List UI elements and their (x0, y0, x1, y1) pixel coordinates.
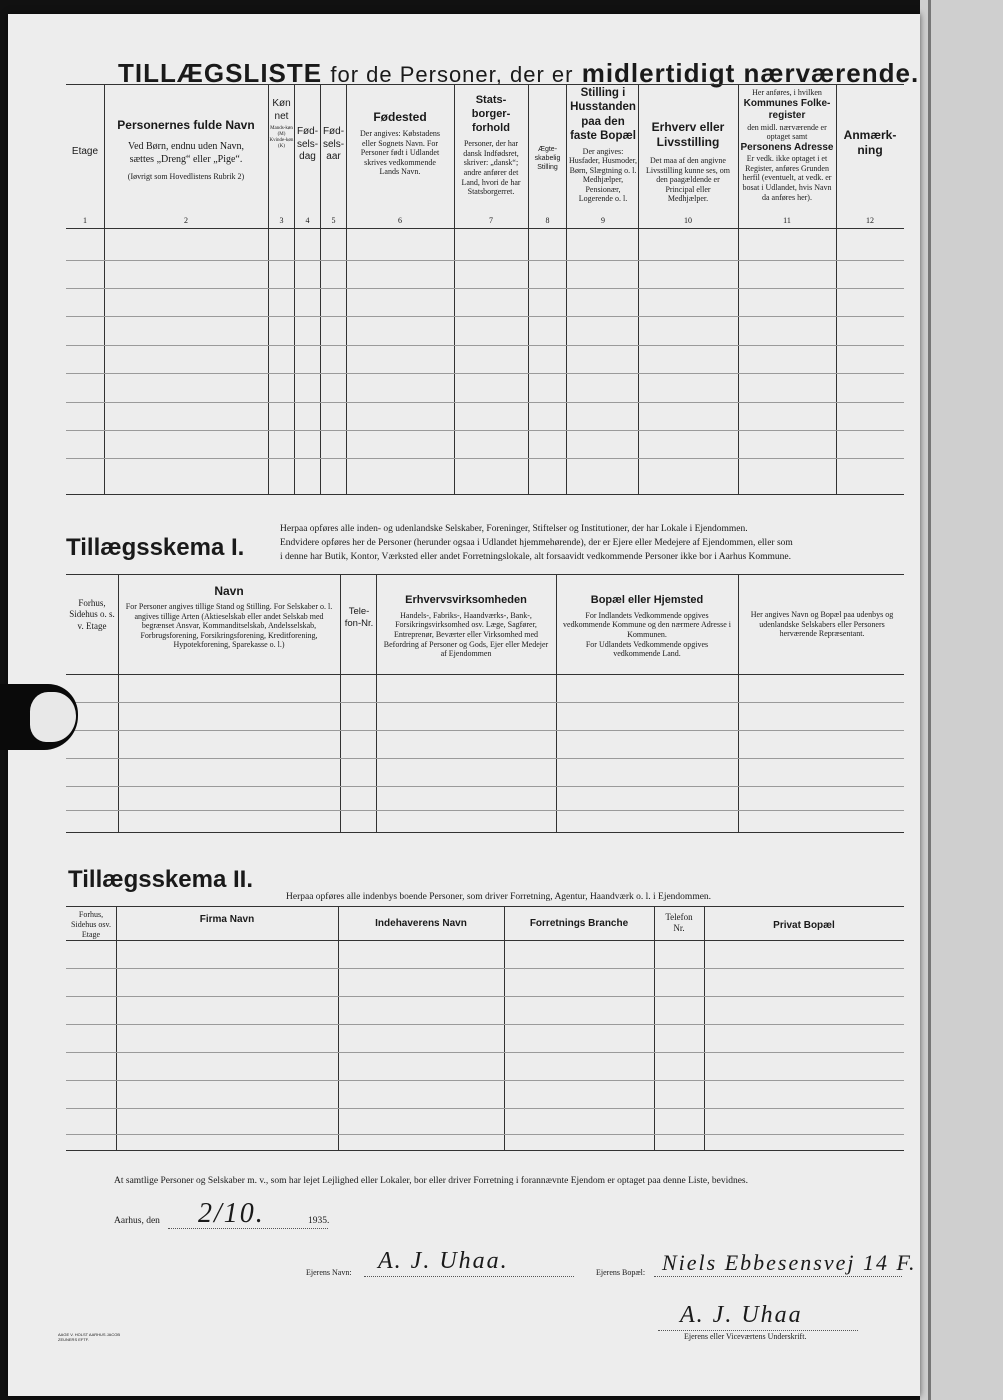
schema-2-col-floor: Forhus, Sidehus osv. Etage (71, 910, 111, 939)
schema-2-col-branch: Forretnings Branche (529, 918, 629, 929)
col-citizenship-header: Stats-borger-forhold Personer, der har dansk Indfødsret, skriver: „dansk“; andre anfører det Land, hvori de har Statsborgerret. (461, 94, 521, 197)
handwritten-owner-address: Niels Ebbesensvej 14 F. (662, 1250, 917, 1275)
col-number: 3 (279, 216, 284, 225)
col-birthyear-header: Fød-sels-aar (322, 126, 345, 162)
col-number: 9 (601, 216, 605, 225)
col-birthday-header: Fød-sels-dag (296, 126, 319, 162)
signature-label: Ejerens eller Viceværtens Underskrift. (684, 1332, 807, 1341)
schema-1-col-phone: Tele-fon-Nr. (344, 606, 374, 629)
thumb-holding-page (0, 684, 78, 750)
schema-2-col-owner: Indehaverens Navn (375, 918, 467, 929)
place-label: Aarhus, den (114, 1216, 160, 1226)
col-birthplace-header: Fødested Der angives: Købstadens eller Sognets Navn. For Personer født i Udlandet skrives vedkommende Lands Navn. (360, 110, 440, 177)
handwritten-owner-name: A. J. Uhaa. (378, 1248, 509, 1274)
col-fullname-header: Personernes fulde Navn Ved Børn, endnu uden Navn, sættes „Dreng“ eller „Pige“. (Iøvrigt som Hovedlistens Rubrik 2) (117, 118, 255, 181)
printer-imprint: AAGE V. HOLST AARHUS JACOB ZEUNERS EFTF. (58, 1332, 121, 1342)
schema-1-col-name: Navn For Personer angives tillige Stand og Stilling. For Selskaber o. l. angives tillige Arten (Aktieselskab eller andet Selskab med begrænset Ansvar, Kommanditselskab, Andelsselskab, Forbrugsforening, Forsikringsforening, Kreditforening, Hypotekforening, Sparekasse o. l.) (125, 584, 333, 650)
schema-2-heading: Tillægsskema II. (68, 866, 253, 893)
col-remarks-header: Anmærk-ning (843, 128, 897, 157)
col-number: 6 (398, 216, 402, 225)
col-occupation-header: Erhverv eller Livsstilling Det maa af den angivne Livsstilling kunne ses, om den paagældende er Principal eller Medhjælper. (646, 120, 730, 204)
col-registry-header: Her anføres, i hvilken Kommunes Folke-register den midl. nærværende er optaget samt Personens Adresse Er vedk. ikke optaget i et Register, anføres Grunden herfil (eventuelt, at vedk. er bosat i Udlandet, hvis Navn da anføres her). (740, 88, 834, 202)
handwritten-date: 2/10. (198, 1198, 265, 1229)
year-label: 1935. (308, 1216, 330, 1226)
col-number: 5 (331, 216, 336, 225)
col-number: 2 (184, 216, 188, 225)
schema-1-col-floor: Forhus, Sidehus o. s. v. Etage (69, 598, 115, 631)
col-number: 1 (83, 216, 87, 225)
declaration-text: At samtlige Personer og Selskaber m. v., som har lejet Lejlighed eller Lokaler, bor eller driver Forretning i forannævnte Ejendom er optaget paa denne Liste, bevidnes. (114, 1176, 748, 1186)
schema-2-col-firm: Firma Navn (199, 914, 255, 925)
col-number: 7 (489, 216, 493, 225)
page-title: TILLÆGSLISTE for de Personer, der er midlertidigt nærværende. (118, 58, 920, 88)
schema-2-intro: Herpaa opføres alle indenbys boende Personer, som driver Forretning, Agentur, Haandværk o. l. i Ejendommen. (286, 892, 712, 902)
schema-1-col-representative: Her angives Navn og Bopæl paa udenbys og udenlandske Selskabers eller Personers herværende Repræsentant. (750, 610, 894, 639)
adjacent-page (920, 0, 1003, 1400)
col-number: 8 (545, 216, 550, 225)
schema-2-col-private-address: Privat Bopæl (773, 920, 835, 931)
owner-name-label: Ejerens Navn: (306, 1268, 352, 1277)
col-number: 10 (684, 216, 692, 225)
col-etage-header: Etage (71, 146, 99, 157)
form-page (8, 14, 920, 1396)
col-household-header: Stilling i Husstanden paa den faste Bopæl Der angives: Husfader, Husmoder, Børn, Slægtning o. l. Medhjælper, Pensionær, Logerende o. l. (568, 87, 637, 204)
col-marital-header: Ægte-skabelig Stilling (534, 146, 561, 171)
col-number: 12 (866, 216, 874, 225)
col-gender-header: Kønnet Mands-køn (M) Kvinde-køn (K) (269, 98, 294, 149)
col-number: 11 (783, 216, 791, 225)
schema-1-col-business: Erhvervsvirksomheden Handels-, Fabriks-, Haandværks-, Bank-, Forsikringsvirksomhed osv. Læge, Sagfører, Entreprenør, Beværter eller Virksomhed med Befordring af Personer og Gods, Ejer eller Medejer af Ejendommen (383, 594, 549, 659)
schema-1-intro: Herpaa opføres alle inden- og udenlandske Selskaber, Foreninger, Stiftelser og Institutioner, der har Lokale i Ejendommen. Endvidere opføres her de Personer (herunder ogsaa i Udlandet hjemmehørende), der er Ejere eller Medejere af Ejendommen, eller som i denne har Butik, Kontor, Værksted eller andet Forretningslokale, alt forsaavidt vedkommende Personer ikke bor i Aarhus Kommune. (280, 524, 793, 562)
schema-1-heading: Tillægsskema I. (66, 534, 245, 561)
owner-address-label: Ejerens Bopæl: (596, 1268, 646, 1277)
col-number: 4 (305, 216, 310, 225)
schema-2-col-phone: Telefon Nr. (665, 912, 693, 934)
schema-1-col-residence: Bopæl eller Hjemsted For Indlandets Vedkommende opgives vedkommende Kommune og den nærmere Adresse i Kommunen. For Udlandets Vedkommende opgives vedkommende Land. (563, 594, 731, 659)
handwritten-signature: A. J. Uhaa (680, 1302, 803, 1328)
